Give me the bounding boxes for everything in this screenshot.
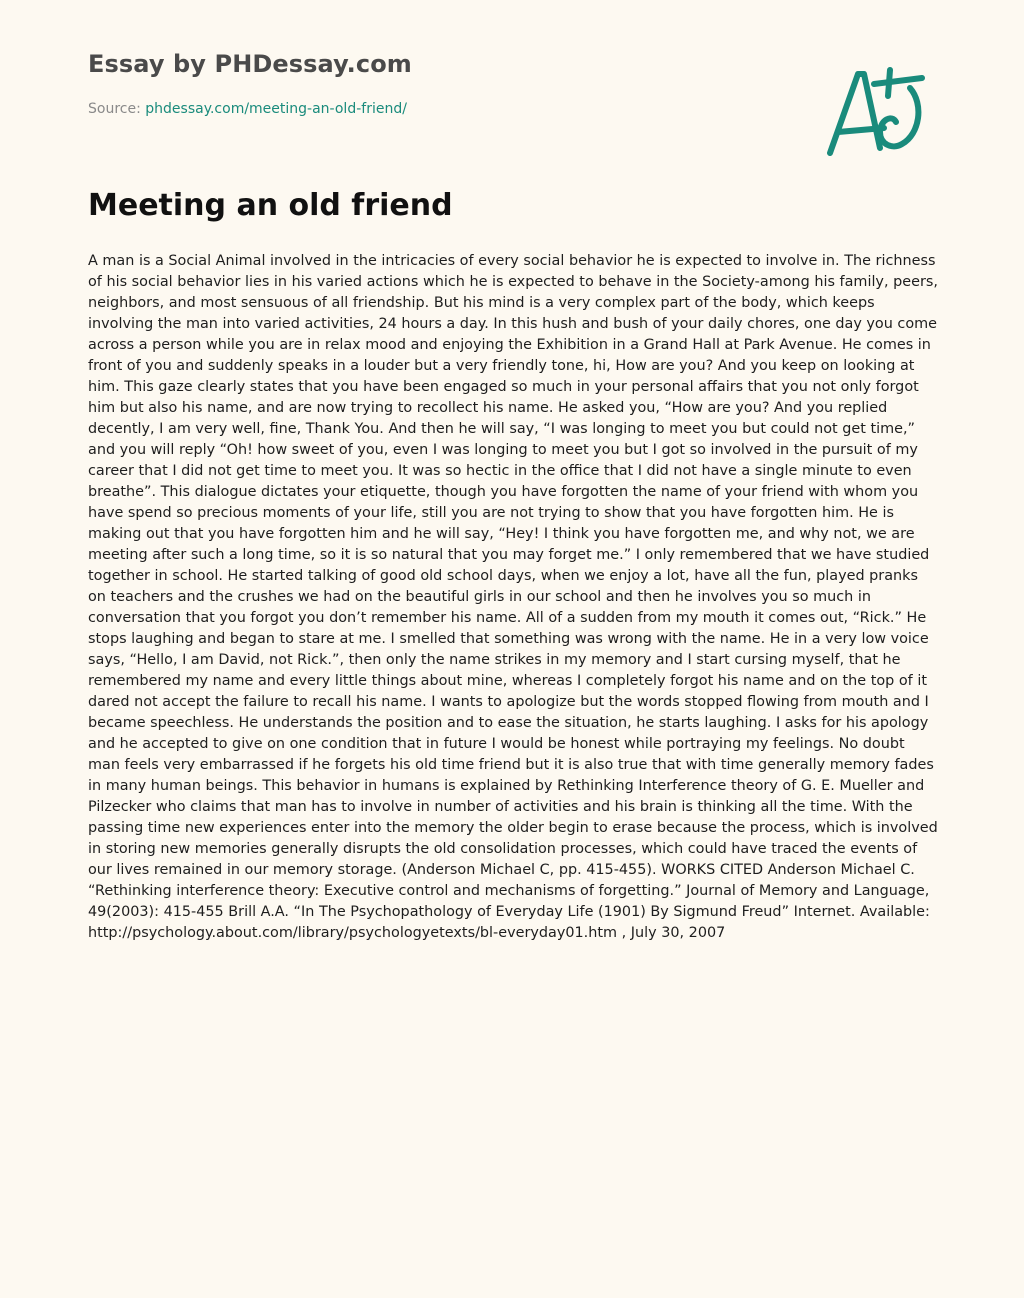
source-line — [88, 101, 407, 117]
essay-body: A man is a Social Animal involved in the intricacies of every social behavior he is expected to involve in. The richness of his social behavior lies in his varied actions which he is expected to behave in the Society-among his family, peers, neighbors, and most sensuous of all friendship. But his mind is a very complex part of the body, which keeps involving the man into varied activities, 24 hours a day. In this hush and bush of your daily chores, one day you come across a person while you are in relax mood and enjoying the Exhibition in a Grand Hall at Park Avenue. He comes in front of you and suddenly speaks in a louder but a very friendly tone, hi, How are you? And you keep on looking at him. This gaze clearly states that you have been engaged so much in your personal affairs that you not only forgot him but also his name, and are now trying to recollect his name. He asked you, “How are you? And you replied decently, I am very well, fine, Thank You. And then he will say, “I was longing to meet you but could not get time,” and you will reply “Oh! how sweet of you, even I was longing to meet you but I got so involved in the pursuit of my career that I did not get time to meet you. It was so hectic in the office that I did not have a single minute to even breathe”. This dialogue dictates your etiquette, though you have forgotten the name of your friend with whom you have spend so precious moments of your life, still you are not trying to show that you have forgotten him. He is making out that you have forgotten him and he will say, “Hey! I think you have forgotten me, and why not, we are meeting after such a long time, so it is so natural that you may forget me.” I only remembered that we have studied together in school. He started talking of good old school days, when we enjoy a lot, have all the fun, played pranks on teachers and the crushes we had on the beautiful girls in our school and then he involves you so much in conversation that you forgot you don’t remember his name. All of a sudden from my mouth it comes out, “Rick.” He stops laughing and began to stare at me. I smelled that something was wrong with the name. He in a very low voice says, “Hello, I am David, not Rick.”, then only the name strikes in my memory and I start cursing myself, that he remembered my name and every little things about mine, whereas I completely forgot his name and on the top of it dared not accept the failure to recall his name. I wants to apologize but the words stopped flowing from mouth and I became speechless. He understands the position and to ease the situation, he starts laughing. I asks for his apology and he accepted to give on one condition that in future I would be honest while portraying my feelings. No doubt man feels very embarrassed if he forgets his old time friend but it is also true that with time generally memory fades in many human beings. This behavior in humans is explained by Rethinking Interference theory of G. E. Mueller and Pilzecker who claims that man has to involve in number of activities and his brain is thinking all the time. With the passing time new experiences enter into the memory the older begin to erase because the process, which is involved in storing new memories generally disrupts the old consolidation processes, which could have traced the events of our lives remained in our memory storage. (Anderson Michael C, pp. 415-455). WORKS CITED Anderson Michael C. “Rethinking interference theory: Executive control and mechanisms of forgetting.” Journal of Memory and Language, 49(2003): 415-455 Brill A.A. “In The Psychopathology of Everyday Life (1901) By Sigmund Freud” Internet. Available: http://psychology.about.com/library/psychologyetexts/bl-everyday01.htm , July 30, 2007 — [88, 253, 938, 941]
essay-title: Meeting an old friend — [88, 188, 453, 223]
site-brand-title: Essay by PHDessay.com — [88, 50, 412, 78]
source-label: Source: — [88, 101, 146, 117]
source-link[interactable]: phdessay.com/meeting-an-old-friend/ — [145, 101, 407, 117]
a-plus-grade-icon — [822, 62, 932, 166]
